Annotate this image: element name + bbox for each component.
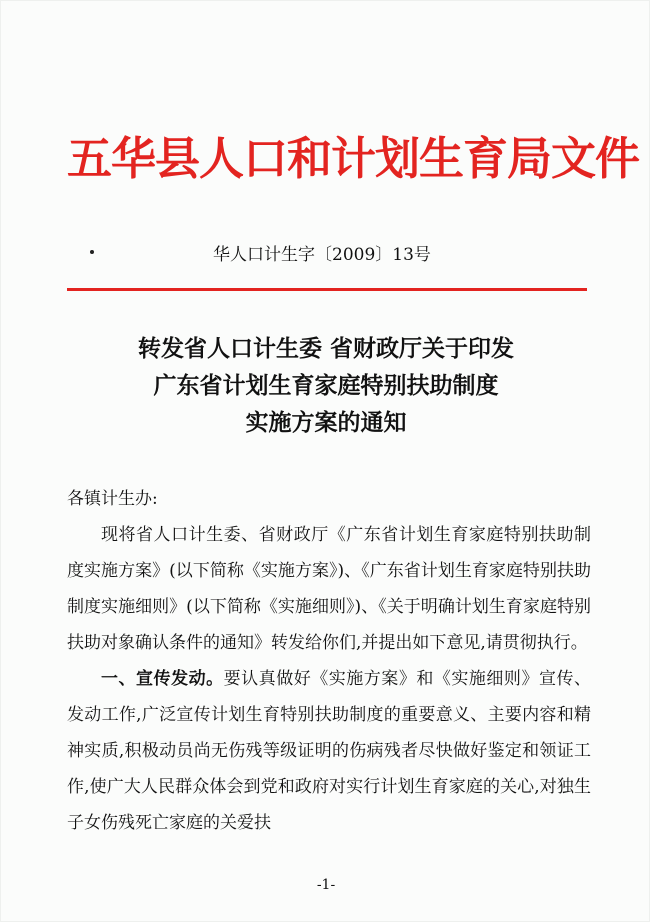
notice-title bbox=[61, 331, 591, 442]
issuer-title: 五华县人口和计划生育局文件 bbox=[67, 132, 640, 185]
salutation: 各镇计生办: bbox=[67, 489, 158, 509]
section-1-heading: 一、宣传发动。 bbox=[101, 669, 224, 689]
notice-title-line-2: 广东省计划生育家庭特别扶助制度 bbox=[153, 373, 499, 399]
red-divider-line bbox=[67, 288, 587, 291]
page-number: -1- bbox=[316, 877, 336, 893]
notice-title-line-3: 实施方案的通知 bbox=[245, 410, 407, 436]
paragraph-1: 现将省人口计生委、省财政厅《广东省计划生育家庭特别扶助制度实施方案》(以下简称《实施方案》)、《广东省计划生育家庭特别扶助制度实施细则》(以下简称《实施细则》)、《关于明确计划生育家庭特别扶助对象确认条件的通知》转发给你们,并提出如下意见,请贯彻执行。 bbox=[67, 525, 591, 653]
section-1-text: 要认真做好《实施方案》和《实施细则》宣传、发动工作,广泛宣传计划生育特别扶助制度的重要意义、主要内容和精神实质,积极动员尚无伤残等级证明的伤病残者尽快做好鉴定和领证工作,使广大人民群众体会到党和政府对实行计划生育家庭的关心,对独生子女伤残死亡家庭的关爱扶 bbox=[67, 669, 592, 833]
section-1 bbox=[67, 661, 591, 841]
margin-dot bbox=[90, 250, 94, 254]
body-text bbox=[67, 481, 591, 841]
document-number: 华人口计生字〔2009〕13号 bbox=[213, 245, 431, 265]
notice-title-line-1: 转发省人口计生委 省财政厅关于印发 bbox=[137, 336, 514, 362]
